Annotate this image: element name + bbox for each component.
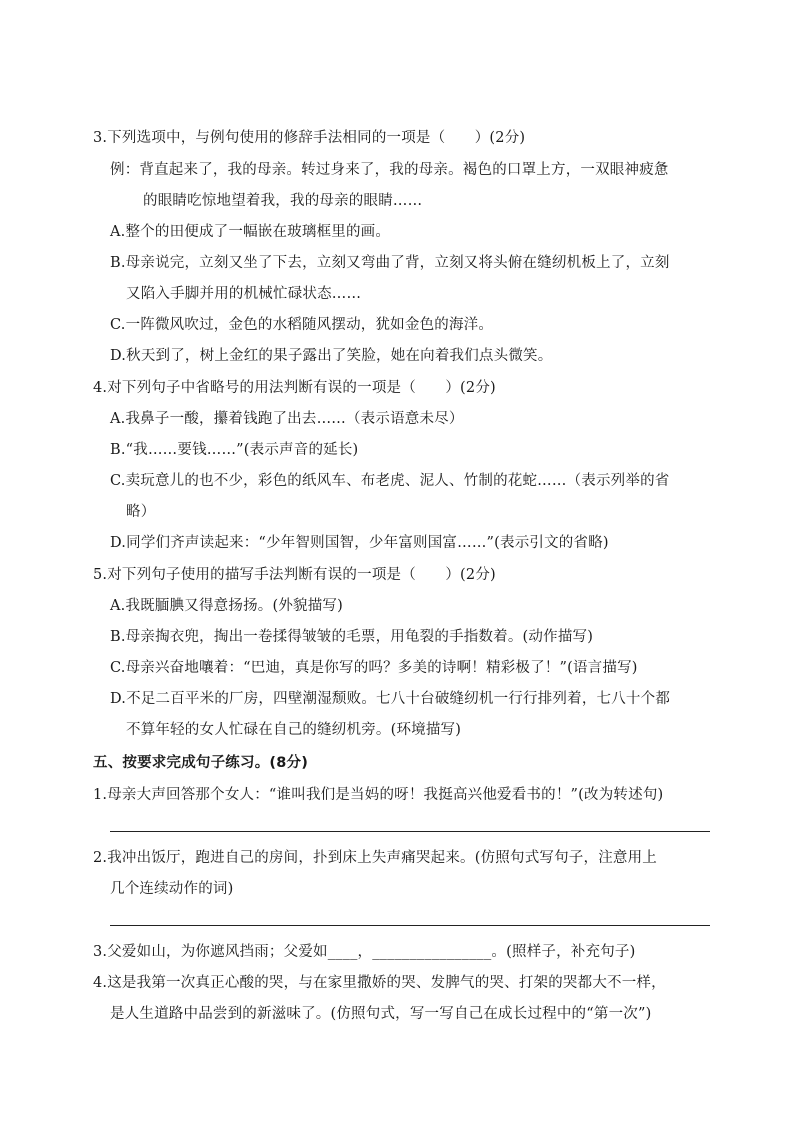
q4-option-c-line1: C.卖玩意儿的也不少，彩色的纸风车、布老虎、泥人、竹制的花蛇……（表示列举的省 (110, 473, 670, 489)
q3-option-a: A.整个的田便成了一幅嵌在玻璃框里的画。 (110, 224, 391, 240)
sentence-2-line2: 几个连续动作的词) (110, 881, 234, 897)
sentence-1: 1.母亲大声回答那个女人：“谁叫我们是当妈的呀！我挺高兴他爱看书的！”(改为转述句) (93, 787, 664, 803)
q3-example-line2: 的眼睛吃惊地望着我，我的母亲的眼睛…… (143, 193, 423, 209)
q5-option-d-line1: D.不足二百平米的厂房，四壁潮湿颓败。七八十台破缝纫机一行行排列着，七八十个都 (110, 691, 671, 707)
sentence-4-line1: 4.这是我第一次真正心酸的哭，与在家里撒娇的哭、发脾气的哭、打架的哭都大不一样， (93, 975, 666, 991)
q4-option-b: B.“我……要钱……”(表示声音的延长) (110, 442, 359, 458)
sentence-3: 3.父爱如山，为你遮风挡雨；父爱如____，________________。(照样子，补充句子) (93, 944, 636, 960)
answer-line-1[interactable] (110, 831, 710, 832)
q4-option-a: A.我鼻子一酸，攥着钱跑了出去……（表示语意未尽） (110, 411, 464, 427)
q3-option-b-line1: B.母亲说完，立刻又坐了下去，立刻又弯曲了背，立刻又将头俯在缝纫机板上了，立刻 (110, 255, 670, 271)
q3-option-b-line2: 又陷入手脚并用的机械忙碌状态…… (126, 286, 362, 302)
q3-option-c: C.一阵微风吹过，金色的水稻随风摆动，犹如金色的海洋。 (110, 317, 494, 333)
q5-title: 5.对下列句子使用的描写手法判断有误的一项是（ ）(2分) (93, 567, 496, 583)
q4-option-c-line2: 略） (126, 504, 156, 520)
sentence-4-line2: 是人生道路中品尝到的新滋味了。(仿照句式，写一写自己在成长过程中的“第一次”) (110, 1006, 652, 1022)
q3-option-d: D.秋天到了，树上金红的果子露出了笑脸，她在向着我们点头微笑。 (110, 348, 553, 364)
q4-title: 4.对下列句子中省略号的用法判断有误的一项是（ ）(2分) (93, 380, 496, 396)
q5-option-b: B.母亲掏衣兜，掏出一卷揉得皱皱的毛票，用龟裂的手指数着。(动作描写) (110, 629, 594, 645)
q3-example-line1: 例：背直起来了，我的母亲。转过身来了，我的母亲。褐色的口罩上方，一双眼神疲惫 (110, 162, 669, 178)
sentence-2-line1: 2.我冲出饭厅，跑进自己的房间，扑到床上失声痛哭起来。(仿照句式写句子，注意用上 (93, 850, 657, 866)
q5-option-a: A.我既腼腆又得意扬扬。(外貌描写) (110, 598, 343, 614)
q4-option-d: D.同学们齐声读起来：“少年智则国智，少年富则国富……”(表示引文的省略) (110, 535, 609, 551)
answer-line-2[interactable] (110, 925, 710, 926)
section-five-heading: 五、按要求完成句子练习。(8分) (93, 755, 309, 771)
q5-option-c: C.母亲兴奋地嚷着：“巴迪，真是你写的吗？多美的诗啊！精彩极了！”(语言描写) (110, 660, 638, 676)
q5-option-d-line2: 不算年轻的女人忙碌在自己的缝纫机旁。(环境描写) (126, 722, 462, 738)
q3-title: 3.下列选项中，与例句使用的修辞手法相同的一项是（ ）(2分) (93, 130, 526, 146)
